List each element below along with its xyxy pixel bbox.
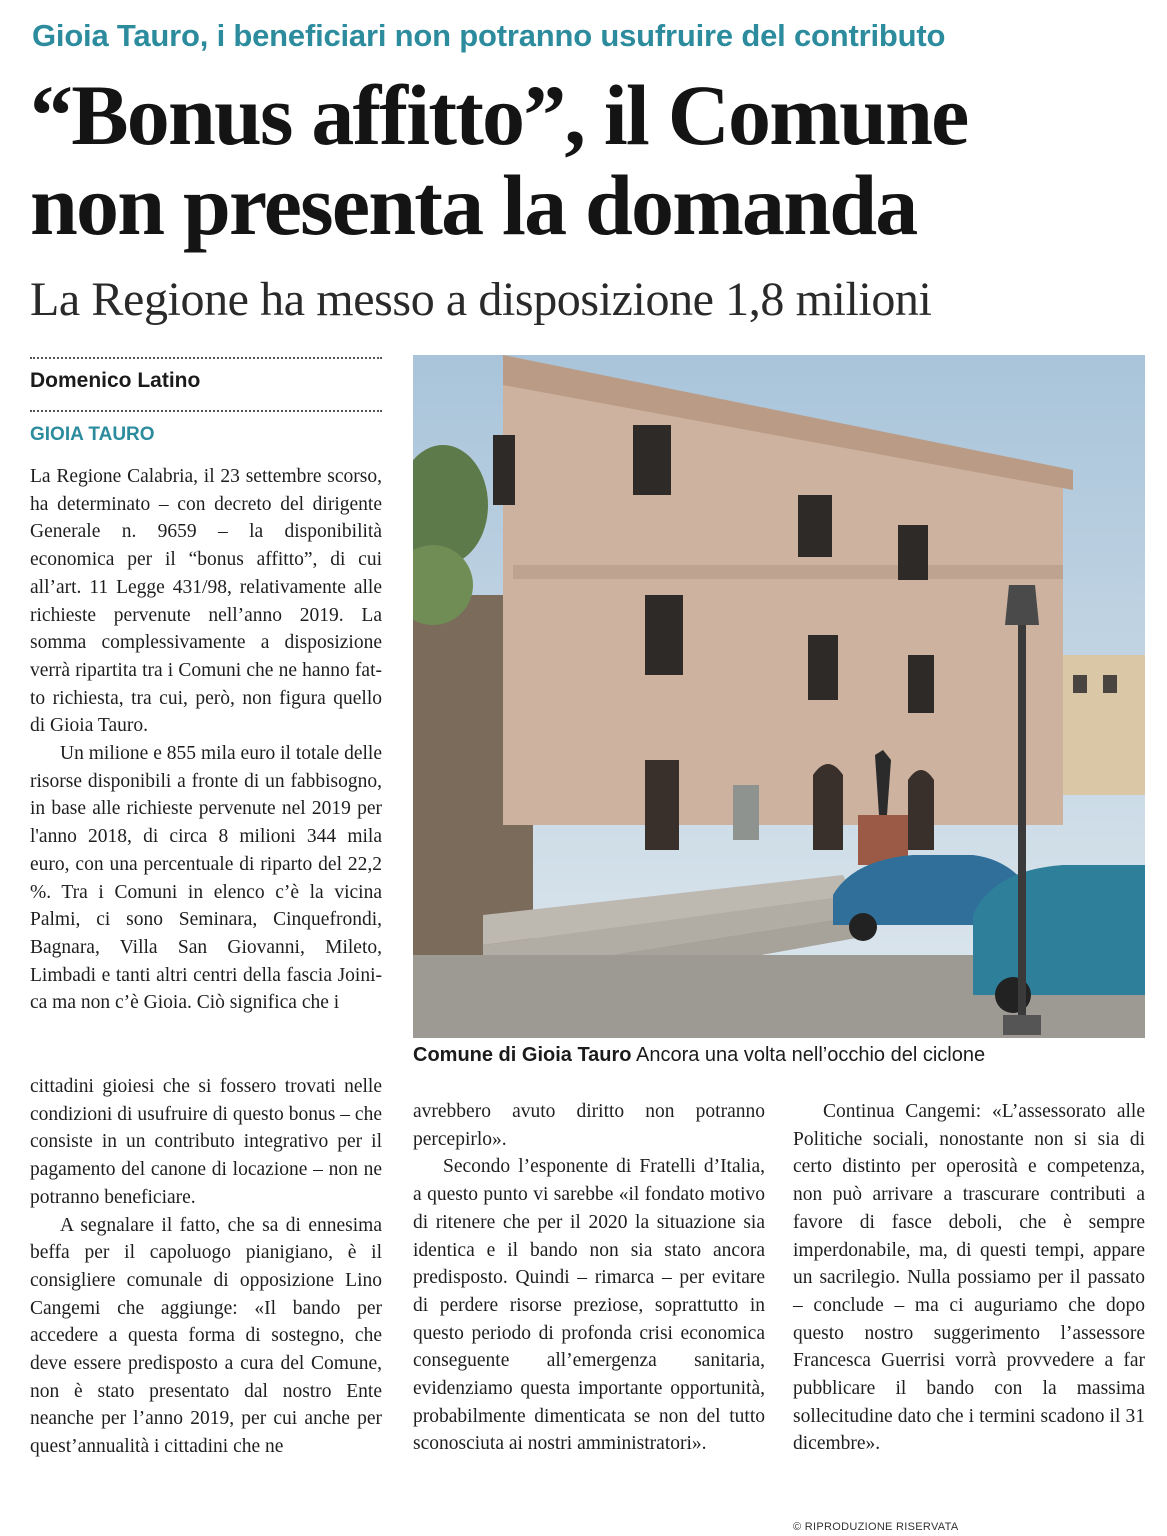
paragraph-3-continued: avrebbero avuto diritto non potranno percepirlo». [413, 1101, 765, 1150]
article-column-3 [793, 1098, 1145, 1458]
article-column-2 [413, 1098, 765, 1458]
photo-caption [413, 1044, 1153, 1067]
paragraph-2: Un milione e 855 mila euro il totale delle risorse disponibili a fronte di un fabbisogno, in base alle richieste pervenute nel 2019 per l'anno 2018, di circa 8 milioni 344 mila euro, con una percentuale di riparto del 22,2 %. Tra i Comuni in elenco c’è la vicina Palmi, ci sono Seminara, Cinquefrondi, Bagnara, Villa San Giovanni, Mileto, Limbadi e tanti altri centri della fascia Joinica ma non c’è Gioia. Ciò significa che i [30, 743, 382, 1014]
paragraph-1: La Regione Calabria, il 23 settembre scorso, ha determinato – con decreto del dirigente Generale n. 9659 – la disponibilità economica per il “bonus affitto”, di cui all’art. 11 Legge 431/98, relativamente alle richieste pervenute nell’anno 2019. La somma complessivamente a disposizione verrà ripartita tra i Comuni che ne hanno fatto richiesta, tra cui, però, non figura quello di Gioia Tauro. [30, 466, 382, 737]
article-photo [413, 355, 1145, 1038]
caption-title: Comune di Gioia Tauro [413, 1044, 632, 1066]
town-hall-photo [413, 355, 1145, 1038]
headline-line-2: non presenta la domanda [30, 157, 917, 253]
copyright-notice: © RIPRODUZIONE RISERVATA [793, 1521, 959, 1533]
article-column-1-top [30, 463, 382, 1017]
caption-text: Ancora una volta nell’occhio del ciclone [635, 1044, 986, 1066]
paragraph-5: Continua Cangemi: «L’assessorato alle Politiche sociali, nonostante non si sia di certo distinto per operosità e competenza, non può arrivare a trascurare contributi a favore di fasce deboli, che è sempre imperdonabile, ma, di questi tempi, appare un sacrilegio. Nulla possiamo per il passato – conclude – ma ci auguriamo che dopo questo nostro suggerimento l’assessore Francesca Guerrisi vorrà provvedere a far pubblicare il bando con la massima sollecitudine dato che i termini scadono il 31 dicembre». [793, 1101, 1145, 1455]
article-column-1-bottom [30, 1073, 382, 1461]
headline [30, 67, 1150, 253]
kicker: Gioia Tauro, i beneficiari non potranno usufruire del contributo [32, 18, 946, 53]
headline-line-1: “Bonus affitto”, il Comune [30, 67, 968, 163]
divider-byline [30, 410, 382, 412]
paragraph-4: Secondo l’esponente di Fratelli d’Italia, a questo punto vi sarebbe «il fondato motivo di ritenere che per il 2020 la situazione sia identica e il bando non sia stato ancora predisposto. Quindi – rimarca – per evitare di perdere risorse preziose, soprattutto in questo periodo di profonda crisi economica conseguente all’emergenza sanitaria, evidenziamo questa importante opportunità, probabilmente dimenticata se non del tutto sconosciuta ai nostri amministratori». [413, 1156, 765, 1455]
paragraph-2-continued: cittadini gioiesi che si fossero trovati nelle condizioni di usufruire di questo bonus – che consiste in un contributo integrativo per il pagamento del canone di locazione – non ne potranno beneficiare. [30, 1076, 382, 1208]
divider-top [30, 357, 382, 359]
subheadline: La Regione ha messo a disposizione 1,8 milioni [30, 273, 932, 326]
dateline: GIOIA TAURO [30, 424, 155, 445]
paragraph-3: A segnalare il fatto, che sa di ennesima beffa per il capoluogo pianigiano, è il consigliere comunale di opposizione Lino Cangemi che aggiunge: «Il bando per accedere a questa forma di sostegno, che deve essere predisposto a cura del Comune, non è stato presentato dal nostro Ente neanche per l’anno 2019, per cui anche per quest’annualità i cittadini che ne [30, 1214, 382, 1458]
byline: Domenico Latino [30, 369, 201, 392]
